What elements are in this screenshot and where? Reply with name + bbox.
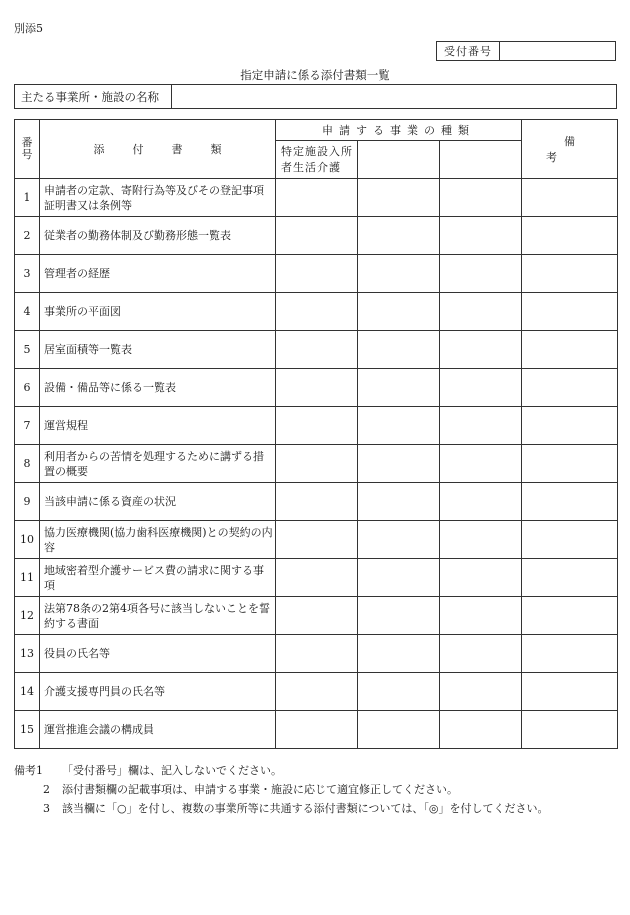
remarks-cell[interactable] <box>522 483 618 521</box>
row-document-name: 事業所の平面図 <box>40 293 276 331</box>
service-cell-2[interactable] <box>358 521 440 559</box>
row-number: 8 <box>15 445 40 483</box>
service-cell-1[interactable] <box>276 217 358 255</box>
row-document-name: 従業者の勤務体制及び勤務形態一覧表 <box>40 217 276 255</box>
remarks-cell[interactable] <box>522 445 618 483</box>
service-cell-2[interactable] <box>358 559 440 597</box>
service-cell-3[interactable] <box>440 483 522 521</box>
row-number: 14 <box>15 673 40 711</box>
row-document-name: 当該申請に係る資産の状況 <box>40 483 276 521</box>
row-number: 7 <box>15 407 40 445</box>
row-number: 5 <box>15 331 40 369</box>
row-document-name: 法第78条の2第4項各号に該当しないことを誓約する書面 <box>40 597 276 635</box>
row-number: 1 <box>15 179 40 217</box>
service-cell-3[interactable] <box>440 369 522 407</box>
service-cell-3[interactable] <box>440 635 522 673</box>
table-body <box>15 179 618 749</box>
service-cell-3[interactable] <box>440 521 522 559</box>
service-cell-1[interactable] <box>276 597 358 635</box>
receipt-number-box <box>436 41 616 61</box>
service-cell-2[interactable] <box>358 483 440 521</box>
row-document-name: 協力医療機関(協力歯科医療機関)との契約の内容 <box>40 521 276 559</box>
row-document-name: 地域密着型介護サービス費の請求に関する事項 <box>40 559 276 597</box>
receipt-number-label: 受付番号 <box>437 42 500 60</box>
row-number: 10 <box>15 521 40 559</box>
row-number: 3 <box>15 255 40 293</box>
service-cell-2[interactable] <box>358 407 440 445</box>
note-item-1 <box>14 761 624 780</box>
remarks-cell[interactable] <box>522 255 618 293</box>
remarks-cell[interactable] <box>522 407 618 445</box>
header-number <box>15 120 40 179</box>
service-cell-1[interactable] <box>276 407 358 445</box>
service-cell-2[interactable] <box>358 179 440 217</box>
note-text-2: 添付書類欄の記載事項は、申請する事業・施設に応じて適宜修正してください。 <box>62 783 458 796</box>
header-documents <box>40 120 276 179</box>
service-cell-1[interactable] <box>276 179 358 217</box>
facility-name-field[interactable] <box>172 85 616 108</box>
note-prefix: 備考1 <box>14 764 43 777</box>
row-document-name: 運営推進会議の構成員 <box>40 711 276 749</box>
attachment-table <box>14 119 618 749</box>
service-cell-2[interactable] <box>358 597 440 635</box>
service-cell-3[interactable] <box>440 445 522 483</box>
header-service-types: 申請する事業の種類 <box>276 120 522 141</box>
service-cell-3[interactable] <box>440 673 522 711</box>
table-row <box>15 369 618 407</box>
remarks-cell[interactable] <box>522 673 618 711</box>
service-cell-1[interactable] <box>276 521 358 559</box>
remarks-cell[interactable] <box>522 179 618 217</box>
service-cell-2[interactable] <box>358 255 440 293</box>
table-row <box>15 635 618 673</box>
service-cell-3[interactable] <box>440 597 522 635</box>
service-cell-2[interactable] <box>358 293 440 331</box>
header-service-col-2 <box>358 141 440 179</box>
table-row <box>15 179 618 217</box>
attachment-label: 別添5 <box>14 22 43 35</box>
table-row <box>15 521 618 559</box>
service-cell-1[interactable] <box>276 635 358 673</box>
service-cell-3[interactable] <box>440 217 522 255</box>
row-document-name: 設備・備品等に係る一覧表 <box>40 369 276 407</box>
service-cell-3[interactable] <box>440 331 522 369</box>
row-number: 4 <box>15 293 40 331</box>
note-number-3: 3 <box>43 802 50 815</box>
row-document-name: 管理者の経歴 <box>40 255 276 293</box>
row-document-name: 居室面積等一覧表 <box>40 331 276 369</box>
facility-name-box <box>14 84 617 109</box>
header-number-label: 番号 <box>21 136 33 161</box>
service-cell-2[interactable] <box>358 369 440 407</box>
row-document-name: 運営規程 <box>40 407 276 445</box>
header-documents-label: 添付書類 <box>93 143 250 156</box>
page-title: 指定申請に係る添付書類一覧 <box>240 68 390 82</box>
row-number: 2 <box>15 217 40 255</box>
service-cell-2[interactable] <box>358 217 440 255</box>
notes-section <box>14 761 624 818</box>
table-row <box>15 445 618 483</box>
remarks-cell[interactable] <box>522 711 618 749</box>
note-text-1: 「受付番号」欄は、記入しないでください。 <box>62 764 282 777</box>
table-row <box>15 217 618 255</box>
receipt-number-field[interactable] <box>500 42 615 60</box>
table-row <box>15 331 618 369</box>
note-text-3: 該当欄に「○」を付し、複数の事業所等に共通する添付書類については、「◎」を付してください。 <box>62 802 549 815</box>
service-cell-1[interactable] <box>276 559 358 597</box>
table-row <box>15 673 618 711</box>
table-row <box>15 711 618 749</box>
service-cell-3[interactable] <box>440 407 522 445</box>
table-row <box>15 255 618 293</box>
service-cell-2[interactable] <box>358 635 440 673</box>
row-number: 12 <box>15 597 40 635</box>
table-row <box>15 407 618 445</box>
row-number: 9 <box>15 483 40 521</box>
row-document-name: 介護支援専門員の氏名等 <box>40 673 276 711</box>
remarks-cell[interactable] <box>522 559 618 597</box>
header-remarks <box>522 120 618 179</box>
remarks-cell[interactable] <box>522 369 618 407</box>
service-cell-1[interactable] <box>276 293 358 331</box>
service-cell-3[interactable] <box>440 711 522 749</box>
service-cell-1[interactable] <box>276 331 358 369</box>
remarks-cell[interactable] <box>522 331 618 369</box>
row-number: 15 <box>15 711 40 749</box>
header-service-col-1: 特定施設入所者生活介護 <box>276 141 358 179</box>
table-row <box>15 293 618 331</box>
service-cell-2[interactable] <box>358 711 440 749</box>
table-row <box>15 597 618 635</box>
remarks-cell[interactable] <box>522 521 618 559</box>
remarks-cell[interactable] <box>522 293 618 331</box>
row-number: 11 <box>15 559 40 597</box>
header-service-col-3 <box>440 141 522 179</box>
service-cell-3[interactable] <box>440 559 522 597</box>
row-document-name: 役員の氏名等 <box>40 635 276 673</box>
note-number-2: 2 <box>43 783 50 796</box>
service-cell-3[interactable] <box>440 293 522 331</box>
service-cell-3[interactable] <box>440 255 522 293</box>
row-number: 13 <box>15 635 40 673</box>
service-cell-1[interactable] <box>276 445 358 483</box>
note-item-2 <box>14 780 624 799</box>
note-item-3 <box>14 799 624 818</box>
row-number: 6 <box>15 369 40 407</box>
table-row <box>15 559 618 597</box>
service-cell-1[interactable] <box>276 483 358 521</box>
service-cell-2[interactable] <box>358 673 440 711</box>
row-document-name: 利用者からの苦情を処理するために講ずる措置の概要 <box>40 445 276 483</box>
service-cell-1[interactable] <box>276 711 358 749</box>
service-cell-2[interactable] <box>358 445 440 483</box>
remarks-cell[interactable] <box>522 217 618 255</box>
remarks-cell[interactable] <box>522 635 618 673</box>
service-cell-1[interactable] <box>276 255 358 293</box>
row-document-name: 申請者の定款、寄附行為等及びその登記事項証明書又は条例等 <box>40 179 276 217</box>
service-cell-1[interactable] <box>276 369 358 407</box>
service-cell-3[interactable] <box>440 179 522 217</box>
remarks-cell[interactable] <box>522 597 618 635</box>
service-cell-1[interactable] <box>276 673 358 711</box>
header-remarks-label: 備考 <box>546 135 612 164</box>
table-row <box>15 483 618 521</box>
facility-name-label: 主たる事業所・施設の名称 <box>15 85 172 108</box>
service-cell-2[interactable] <box>358 331 440 369</box>
